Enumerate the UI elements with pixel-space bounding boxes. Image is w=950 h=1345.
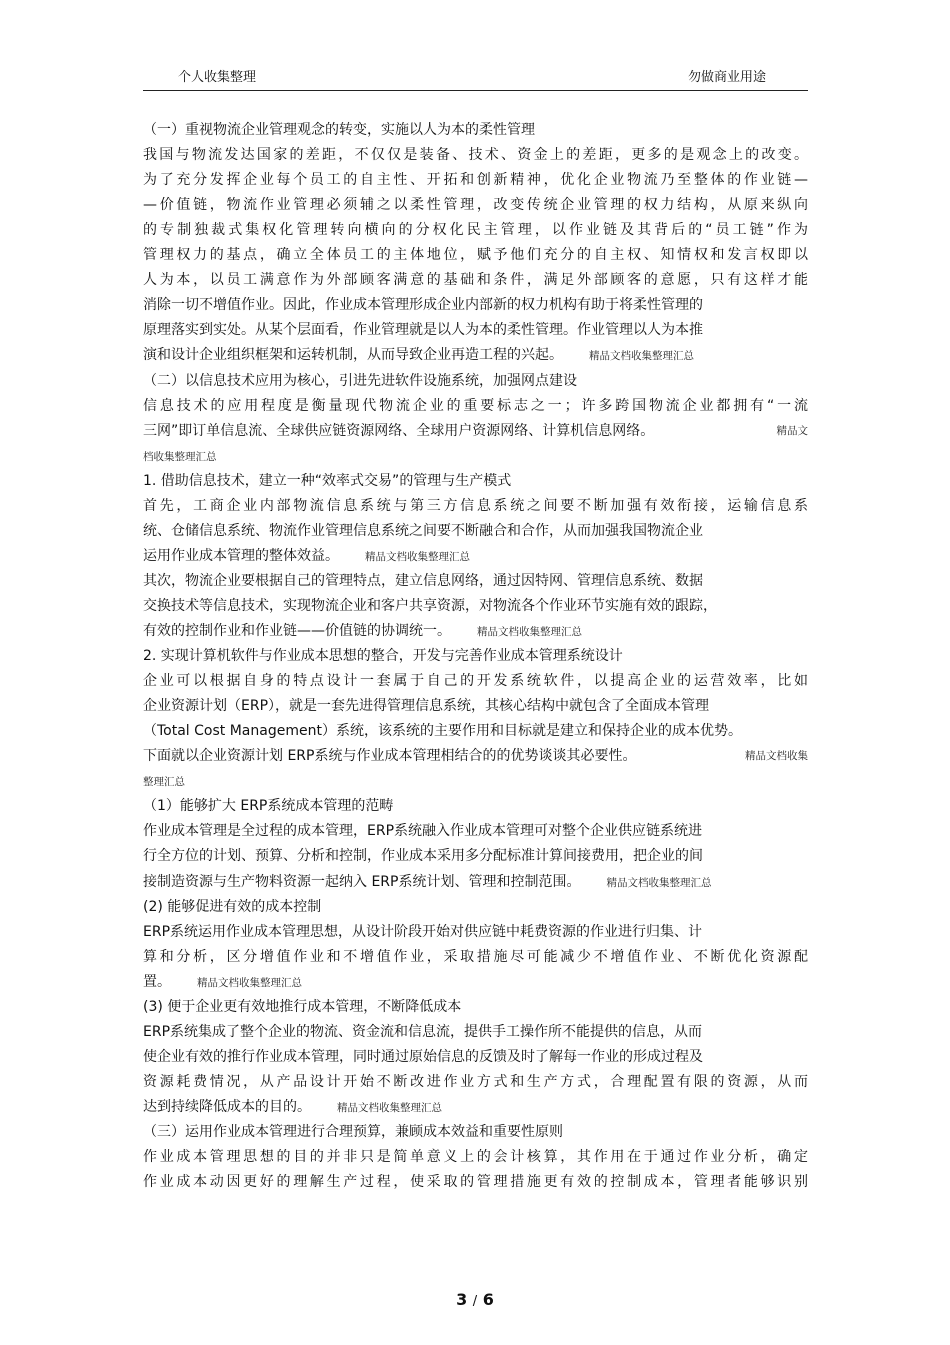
line-text: 2. 实现计算机软件与作业成本思想的整合，开发与完善作业成本管理系统设计 bbox=[143, 648, 623, 665]
text-line bbox=[143, 819, 808, 844]
line-text: （二）以信息技术应用为核心，引进先进软件设施系统，加强网点建设 bbox=[143, 372, 577, 389]
text-line bbox=[143, 343, 808, 368]
line-text: 消除一切不增值作业。因此，作业成本管理形成企业内部新的权力机构有助于将柔性管理的 bbox=[143, 297, 703, 314]
text-line bbox=[143, 920, 808, 945]
line-text: 人为本，以员工满意作为外部顾客满意的基础和条件，满足外部顾客的意愿，只有这样才能 bbox=[143, 272, 808, 289]
line-text: 整理汇总 bbox=[143, 776, 185, 789]
line-text: 有效的控制作业和作业链——价值链的协调统一。 bbox=[143, 623, 451, 639]
text-line bbox=[143, 218, 808, 243]
line-text: 作业成本动因更好的理解生产过程，使采取的管理措施更有效的控制成本，管理者能够识别 bbox=[143, 1174, 808, 1191]
line-text: 接制造资源与生产物料资源一起纳入 ERP系统计划、管理和控制范围。 bbox=[143, 873, 581, 890]
watermark-note: 精品文档收集整理汇总 bbox=[197, 976, 302, 989]
line-text: —价值链，物流作业管理必须辅之以柔性管理，改变传统企业管理的权力结构，从原来纵向 bbox=[143, 197, 808, 214]
page-number bbox=[0, 1290, 950, 1309]
line-text: 运用作业成本管理的整体效益。 bbox=[143, 547, 339, 564]
text-line bbox=[143, 895, 808, 920]
line-text: 企业资源计划（ERP），就是一套先进得管理信息系统，其核心结构中就包含了全面成本管理 bbox=[143, 698, 710, 715]
line-text: 的专制独裁式集权化管理转向横向的分权化民主管理，以作业链及其背后的“员工链”作为 bbox=[143, 222, 808, 239]
watermark-note: 精品文档收集整理汇总 bbox=[606, 876, 712, 889]
line-text: 统、仓储信息系统、物流作业管理信息系统之间要不断融合和合作，从而加强我国物流企业 bbox=[143, 522, 703, 539]
text-line bbox=[143, 619, 808, 644]
line-text: 首先，工商企业内部物流信息系统与第三方信息系统之间要不断加强有效衔接，运输信息系 bbox=[143, 497, 808, 514]
text-line bbox=[143, 168, 808, 193]
text-line bbox=[143, 268, 808, 293]
text-line bbox=[143, 118, 808, 143]
text-line bbox=[143, 995, 808, 1020]
text-line bbox=[143, 844, 808, 869]
line-text: 企业可以根据自身的特点设计一套属于自己的开发系统软件，以提高企业的运营效率，比如 bbox=[143, 673, 808, 690]
text-line bbox=[143, 970, 808, 995]
text-line bbox=[143, 1120, 808, 1145]
text-line bbox=[143, 669, 808, 694]
text-line bbox=[143, 544, 808, 569]
header-left-text: 个人收集整理 bbox=[178, 70, 257, 85]
line-text: ERP系统运用作业成本管理思想，从设计阶段开始对供应链中耗费资源的作业进行归集、计 bbox=[143, 923, 703, 940]
text-line bbox=[143, 794, 808, 819]
page-current: 3 bbox=[456, 1290, 468, 1309]
text-line bbox=[143, 569, 808, 594]
line-text: 信息技术的应用程度是衡量现代物流企业的重要标志之一；许多跨国物流企业都拥有“一流 bbox=[143, 397, 808, 414]
text-line bbox=[143, 318, 808, 343]
text-line bbox=[143, 945, 808, 970]
line-text: 作业成本管理思想的目的并非只是简单意义上的会计核算，其作用在于通过作业分析，确定 bbox=[143, 1149, 808, 1166]
line-text: 作业成本管理是全过程的成本管理，ERP系统融入作业成本管理可对整个企业供应链系统进 bbox=[143, 823, 703, 840]
text-line bbox=[143, 243, 808, 268]
page-total: 6 bbox=[482, 1290, 494, 1309]
watermark-note: 精品文 bbox=[776, 424, 808, 437]
text-line bbox=[143, 519, 808, 544]
header-right-text: 勿做商业用途 bbox=[688, 70, 767, 85]
watermark-note: 精品文档收集整理汇总 bbox=[365, 550, 470, 563]
text-line bbox=[143, 1070, 808, 1095]
text-line bbox=[143, 1095, 808, 1120]
line-text: 为了充分发挥企业每个员工的自主性、开拓和创新精神，优化企业物流乃至整体的作业链— bbox=[143, 172, 808, 189]
text-line bbox=[143, 293, 808, 318]
page-separator: / bbox=[472, 1294, 478, 1309]
text-line bbox=[143, 419, 808, 444]
line-text: 演和设计企业组织框架和运转机制，从而导致企业再造工程的兴起。 bbox=[143, 347, 563, 364]
line-text: （1）能够扩大 ERP系统成本管理的范畴 bbox=[143, 798, 394, 815]
text-line bbox=[143, 469, 808, 494]
line-text: 下面就以企业资源计划 ERP系统与作业成本管理相结合的的优势谈谈其必要性。 bbox=[143, 748, 637, 765]
watermark-note: 精品文档收集整理汇总 bbox=[477, 626, 582, 638]
text-line bbox=[143, 193, 808, 218]
watermark-note: 精品文档收集整理汇总 bbox=[337, 1101, 442, 1114]
text-line bbox=[143, 369, 808, 394]
watermark-note: 精品文档收集整理汇总 bbox=[589, 350, 694, 363]
text-line bbox=[143, 1020, 808, 1045]
line-text: 原理落实到实处。从某个层面看，作业管理就是以人为本的柔性管理。作业管理以人为本推 bbox=[143, 322, 703, 339]
line-text: 1. 借助信息技术，建立一种“效率式交易”的管理与生产模式 bbox=[143, 472, 512, 489]
text-line bbox=[143, 444, 808, 469]
line-text: 三网”即订单信息流、全球供应链资源网络、全球用户资源网络、计算机信息网络。 bbox=[143, 422, 655, 439]
line-text: ERP系统集成了整个企业的物流、资金流和信息流，提供手工操作所不能提供的信息，从而 bbox=[143, 1023, 703, 1040]
text-line bbox=[143, 1045, 808, 1070]
text-line bbox=[143, 744, 808, 769]
line-text: 达到持续降低成本的目的。 bbox=[143, 1098, 311, 1115]
watermark-note: 精品文档收集 bbox=[745, 750, 808, 763]
text-line bbox=[143, 494, 808, 519]
text-line bbox=[143, 1170, 808, 1195]
line-text: (3) 便于企业更有效地推行成本管理，不断降低成本 bbox=[143, 998, 462, 1015]
text-line bbox=[143, 870, 808, 895]
line-text: 行全方位的计划、预算、分析和控制，作业成本采用多分配标准计算间接费用，把企业的间 bbox=[143, 848, 703, 865]
line-text: （三）运用作业成本管理进行合理预算，兼顾成本效益和重要性原则 bbox=[143, 1124, 563, 1140]
text-line bbox=[143, 143, 808, 168]
line-text: 资源耗费情况，从产品设计开始不断改进作业方式和生产方式，合理配置有限的资源，从而 bbox=[143, 1073, 808, 1090]
line-text: 我国与物流发达国家的差距，不仅仅是装备、技术、资金上的差距，更多的是观念上的改变。 bbox=[143, 147, 808, 164]
line-text: 算和分析，区分增值作业和不增值作业，采取措施尽可能减少不增值作业、不断优化资源配 bbox=[143, 948, 808, 965]
line-text: （一）重视物流企业管理观念的转变，实施以人为本的柔性管理 bbox=[143, 122, 535, 138]
text-line bbox=[143, 769, 808, 794]
text-line bbox=[143, 594, 808, 619]
line-text: 交换技术等信息技术，实现物流企业和客户共享资源，对物流各个作业环节实施有效的跟踪， bbox=[143, 597, 717, 614]
line-text: 档收集整理汇总 bbox=[143, 450, 217, 463]
line-text: 管理权力的基点，确立全体员工的主体地位，赋予他们充分的自主权、知情权和发言权即以 bbox=[143, 247, 808, 264]
text-line bbox=[143, 1145, 808, 1170]
text-line bbox=[143, 719, 808, 744]
line-text: 置。 bbox=[143, 973, 171, 990]
text-line bbox=[143, 394, 808, 419]
line-text: 其次，物流企业要根据自己的管理特点，建立信息网络，通过因特网、管理信息系统、数据 bbox=[143, 572, 703, 589]
line-text: 使企业有效的推行作业成本管理，同时通过原始信息的反馈及时了解每一作业的形成过程及 bbox=[143, 1048, 703, 1065]
line-text: (2) 能够促进有效的成本控制 bbox=[143, 898, 322, 915]
text-line bbox=[143, 644, 808, 669]
text-line bbox=[143, 694, 808, 719]
line-text: （Total Cost Management）系统，该系统的主要作用和目标就是建立和保持企业的成本优势。 bbox=[143, 723, 742, 740]
